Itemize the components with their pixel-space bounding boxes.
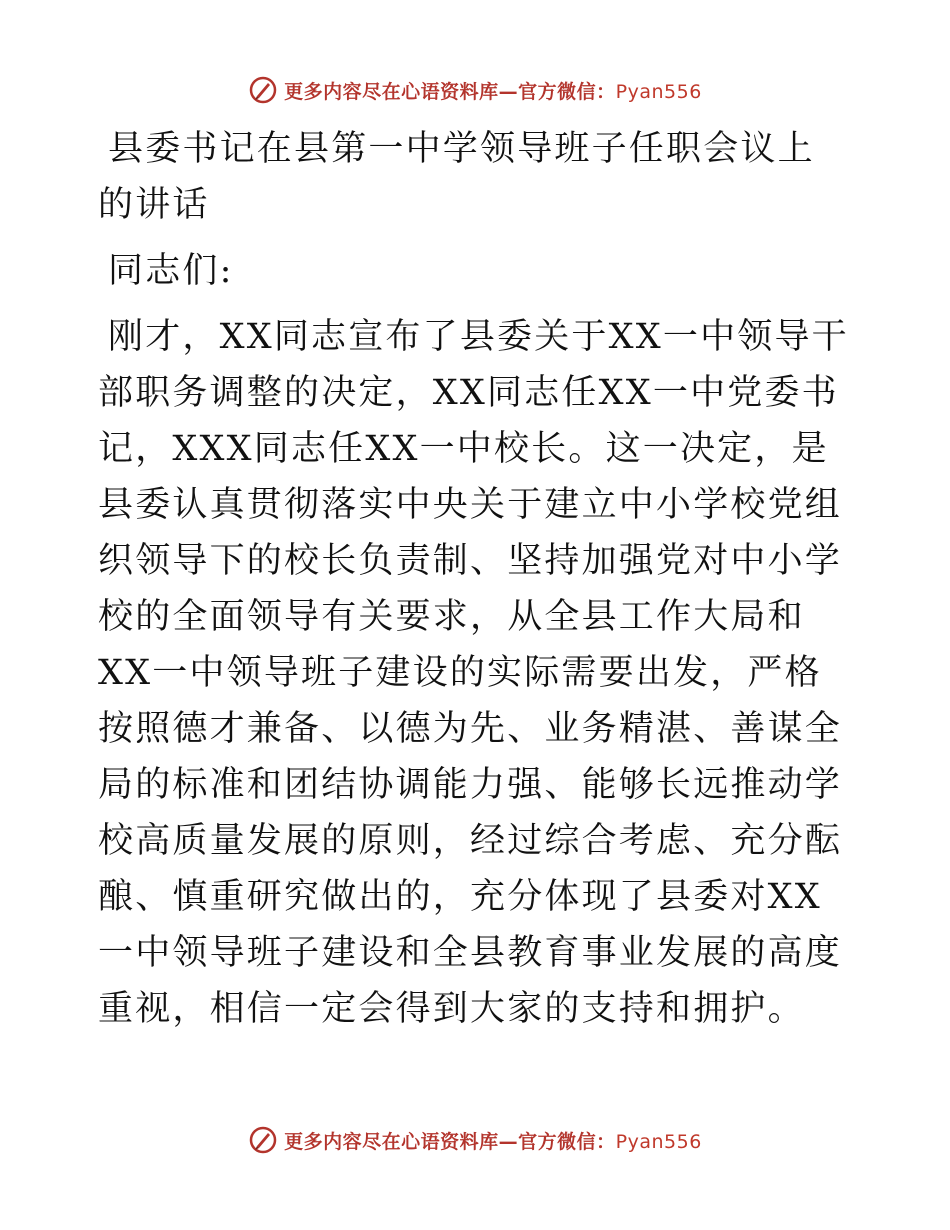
feather-pen-logo-icon — [248, 75, 278, 105]
feather-pen-logo-icon — [248, 1125, 278, 1155]
body-paragraph: 刚才，XX同志宣布了县委关于XX一中领导干部职务调整的决定，XX同志任XX一中党委书记，XXX同志任XX一中校长。这一决定，是县委认真贯彻落实中央关于建立中小学校党组织领导下的校长负责制、坚持加强党对中小学校的全面领导有关要求，从全县工作大局和XX一中领导班子建设的实际需要出发，严格按照德才兼备、以德为先、业务精湛、善谋全局的标准和团结协调能力强、能够长远推动学校高质量发展的原则，经过综合考虑、充分酝酿、慎重研究做出的，充分体现了县委对XX一中领导班子建设和全县教育事业发展的高度重视，相信一定会得到大家的支持和拥护。 — [98, 317, 849, 1029]
watermark-text: 更多内容尽在心语资料库—官方微信：Pyan556 — [284, 1130, 702, 1153]
watermark-text: 更多内容尽在心语资料库—官方微信：Pyan556 — [284, 80, 702, 103]
header-watermark — [0, 70, 950, 110]
document-title: 县委书记在县第一中学领导班子任职会议上的讲话 — [98, 129, 815, 225]
salutation: 同志们: — [108, 251, 234, 291]
document-body — [98, 121, 850, 1037]
footer-watermark — [0, 1120, 950, 1160]
